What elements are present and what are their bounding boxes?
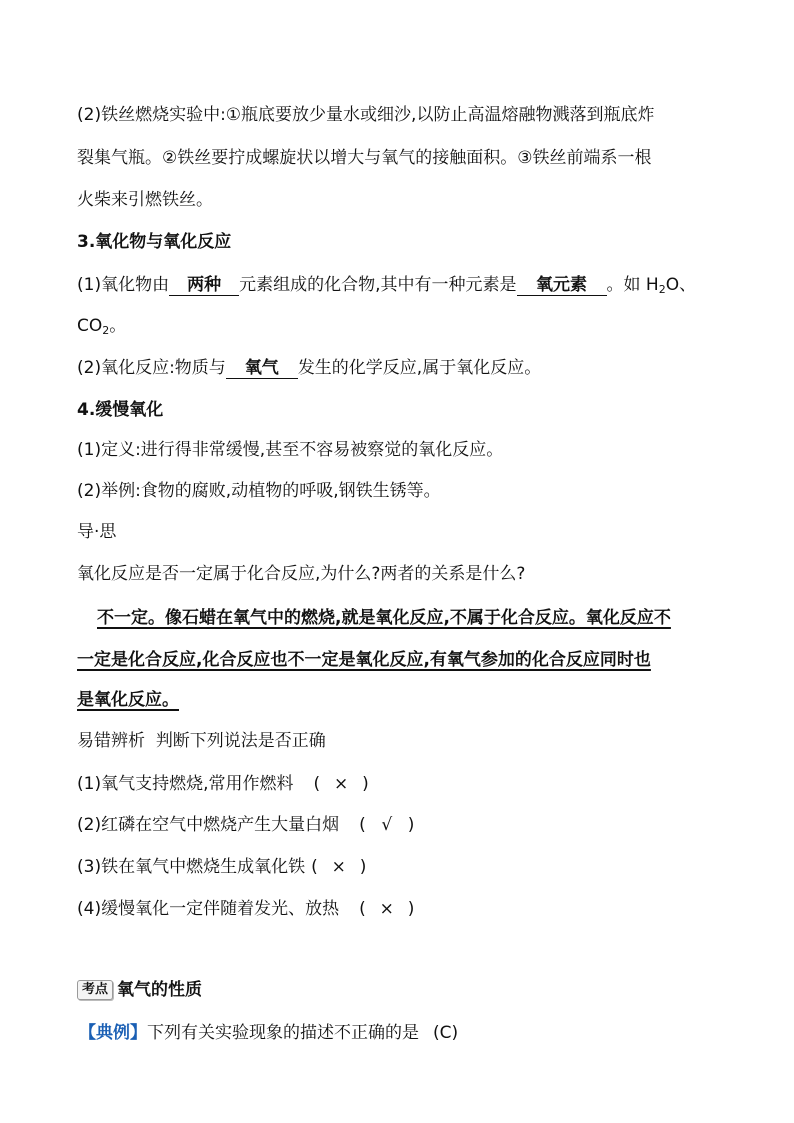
answer-blank-oxygen-element: 氧元素	[517, 275, 607, 296]
judge-item-mark: ×	[334, 774, 349, 794]
co2-formula: CO	[77, 316, 103, 336]
think-question: 氧化反应是否一定属于化合反应,为什么?两者的关系是什么?	[77, 564, 526, 584]
think-answer-text-3: 是氧化反应。	[77, 690, 179, 710]
example-question	[79, 1021, 458, 1045]
iron-wire-note-line-2: 裂集气瓶。②铁丝要拧成螺旋状以增大与氧气的接触面积。③铁丝前端系一根	[77, 148, 652, 168]
think-answer-line-2: 一定是化合反应,化合反应也不一定是氧化反应,有氧气参加的化合反应同时也	[77, 650, 651, 670]
judge-item: (3)铁在氧气中燃烧生成氧化铁 ( × )	[77, 857, 367, 877]
oxide-definition-line	[77, 273, 696, 297]
oxidation-reaction-line	[77, 356, 541, 380]
example-text: 下列有关实验现象的描述不正确的是	[147, 1023, 419, 1043]
oxidation-prefix: (2)氧化反应:物质与	[77, 358, 226, 378]
judge-header	[77, 729, 326, 753]
judge-item-text: (3)铁在氧气中燃烧生成氧化铁	[77, 857, 306, 877]
judge-item: (1)氧气支持燃烧,常用作燃料 ( × )	[77, 774, 369, 794]
think-answer-line-3	[77, 688, 203, 712]
example-answer: (C)	[433, 1023, 459, 1043]
oxide-example-tail: O、	[665, 275, 697, 295]
example-label: 典例	[96, 1023, 130, 1043]
judge-item-text: (1)氧气支持燃烧,常用作燃料	[77, 774, 294, 794]
co2-tail: 。	[109, 316, 127, 336]
oxide-middle: 元素组成的化合物,其中有一种元素是	[239, 275, 517, 295]
oxide-prefix: (1)氧化物由	[77, 275, 170, 295]
think-label: 导·思	[77, 522, 117, 542]
kaodian-tag: 考点	[77, 980, 113, 1000]
think-answer-text-1: 不一定。像石蜡在氧气中的燃烧,就是氧化反应,不属于化合反应。氧化反应不	[97, 608, 671, 628]
think-answer-line-1	[77, 606, 671, 630]
section-3-heading: 3.氧化物与氧化反应	[77, 232, 232, 252]
oxidation-suffix: 发生的化学反应,属于氧化反应。	[297, 358, 542, 378]
iron-wire-note-line-3: 火柴来引燃铁丝。	[77, 190, 213, 210]
answer-blank-oxygen: 氧气	[226, 358, 298, 379]
judge-item-text: (2)红磷在空气中燃烧产生大量白烟	[77, 815, 340, 835]
judge-item-mark: √	[381, 815, 393, 835]
judge-item: (2)红磷在空气中燃烧产生大量白烟 ( √ )	[77, 815, 415, 835]
oxide-example-subscript: 2	[658, 283, 666, 296]
example-bracket-close: 】	[130, 1023, 147, 1043]
example-bracket-open: 【	[79, 1023, 96, 1043]
kaodian-title: 氧气的性质	[117, 980, 203, 1000]
judge-label: 易错辨析	[77, 731, 145, 751]
slow-oxidation-definition: (1)定义:进行得非常缓慢,甚至不容易被察觉的氧化反应。	[77, 440, 504, 460]
section-4-heading: 4.缓慢氧化	[77, 400, 164, 420]
answer-blank-two-kinds: 两种	[169, 275, 239, 296]
iron-wire-note-line-1: (2)铁丝燃烧实验中:①瓶底要放少量水或细沙,以防止高温熔融物溅落到瓶底炸	[77, 105, 655, 125]
kaodian-heading	[77, 978, 202, 1002]
judge-item: (4)缓慢氧化一定伴随着发光、放热 ( × )	[77, 899, 415, 919]
judge-instruction: 判断下列说法是否正确	[155, 731, 326, 751]
oxide-example-line-2	[77, 314, 126, 338]
co2-subscript: 2	[102, 324, 110, 337]
oxide-example: 。如 H	[606, 275, 659, 295]
judge-item-mark: ×	[379, 899, 394, 919]
slow-oxidation-examples: (2)举例:食物的腐败,动植物的呼吸,钢铁生锈等。	[77, 481, 441, 501]
judge-item-mark: ×	[331, 857, 346, 877]
judge-item-text: (4)缓慢氧化一定伴随着发光、放热	[77, 899, 340, 919]
